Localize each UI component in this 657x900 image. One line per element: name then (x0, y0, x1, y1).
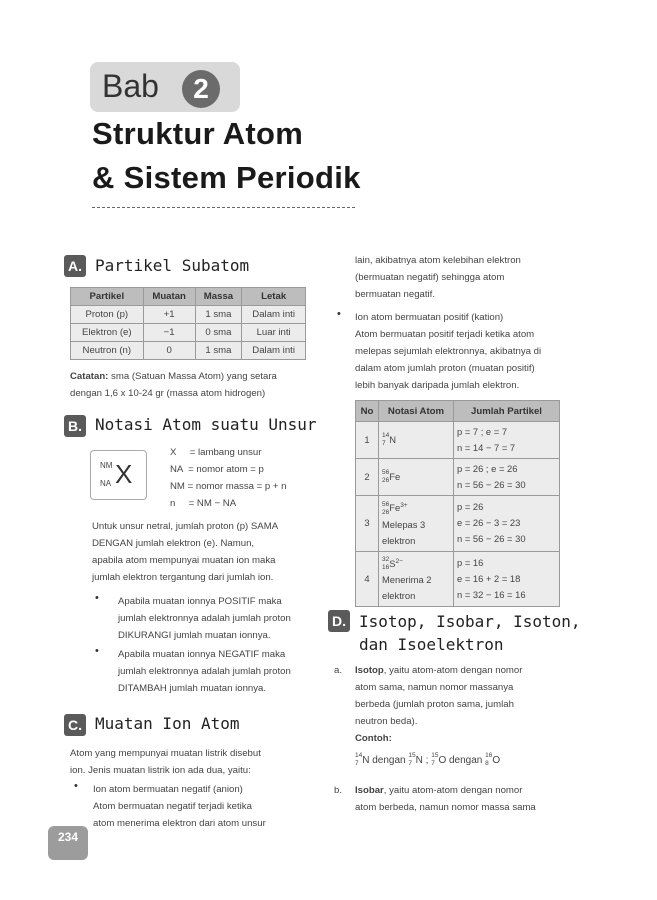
mass-number: 14 (355, 752, 363, 760)
text-line: p = 7 ; e = 7 (457, 426, 508, 437)
list-marker-b: b. (334, 785, 343, 796)
text-line: , yaitu atom-atom dengan nomor (383, 785, 523, 796)
list-marker-a: a. (334, 665, 343, 676)
text-line: n = 56 − 26 = 30 (457, 533, 526, 545)
text-line: atom berbeda, namun nomor massa sama (355, 802, 536, 813)
example-label: Contoh: (355, 733, 392, 744)
section-b-paragraph (92, 518, 308, 586)
isotop-example (355, 752, 575, 769)
mass-number: 14 (382, 432, 390, 440)
text-line: lain, akibatnya atom kelebihan elektron (355, 255, 521, 266)
table-row (356, 496, 560, 552)
text-line: berbeda (jumlah proton sama, jumlah (355, 699, 514, 710)
text-line: e = 16 + 2 = 18 (457, 572, 521, 584)
notation-atomic-number: NA (100, 479, 112, 488)
text-line: atom sama, namun nomor massanya (355, 682, 514, 693)
section-b-badge: B. (64, 415, 86, 437)
text-line: Melepas 3 (382, 518, 426, 530)
text-line: jumlah elektronnya adalah jumlah proton (118, 613, 291, 624)
text-line: ion. Jenis muatan listrik ion ada dua, yaitu: (70, 765, 251, 776)
example-word: dengan (449, 755, 483, 766)
table-cell: 0 sma (195, 324, 242, 342)
bullet-negative-ion (118, 646, 313, 697)
atomic-number: 7 (431, 760, 435, 768)
table-header-row (356, 401, 560, 422)
text-line: bermuatan negatif. (355, 289, 436, 300)
table-cell: Proton (p) (71, 306, 144, 324)
element-symbol: N (389, 433, 397, 445)
text-line: p = 26 (457, 501, 484, 513)
table-cell-notation (379, 422, 454, 459)
bullet-dot: • (95, 592, 99, 604)
table-cell: Dalam inti (242, 342, 306, 360)
term-isotop: Isotop (355, 665, 384, 676)
table-cell: 1 sma (195, 306, 242, 324)
table-row (71, 342, 306, 360)
text-line: (bermuatan negatif) sehingga atom (355, 272, 505, 283)
text-line: melepas sejumlah elektronnya, akibatnya di (355, 346, 542, 357)
bullet-dot: • (95, 645, 99, 657)
subatomic-table (70, 287, 306, 360)
section-d-title (359, 610, 581, 656)
text-line: p = 16 (457, 556, 484, 568)
mass-number: 16 (485, 752, 493, 760)
table-row (71, 306, 306, 324)
table-cell-particles (454, 496, 560, 552)
ion-charge: 2− (395, 557, 403, 565)
atomic-number: 16 (382, 564, 390, 572)
page-number: 234 (48, 826, 88, 860)
text-line: n = 32 − 16 = 16 (457, 588, 526, 600)
atomic-number: 8 (485, 760, 489, 768)
legend-line: n = NM − NA (170, 498, 237, 509)
notation-legend (170, 444, 320, 512)
section-c-paragraph (70, 745, 310, 779)
table-header-cell: Jumlah Partikel (454, 401, 560, 422)
text-line: elektron (382, 534, 416, 546)
text-line: , yaitu atom-atom dengan nomor (383, 665, 523, 676)
table-cell: Elektron (e) (71, 324, 144, 342)
legend-line: NM = nomor massa = p + n (170, 481, 287, 492)
text-line: DENGAN jumlah elektron (e). Namun, (92, 538, 255, 549)
table-header-row (71, 288, 306, 306)
table-header-cell: Massa (195, 288, 242, 306)
text-line: DITAMBAH jumlah muatan ionnya. (118, 683, 267, 694)
table-cell: 0 (143, 342, 195, 360)
ion-charge: 3+ (400, 502, 408, 509)
text-line: Atom bermuatan positif terjadi ketika atom (355, 329, 535, 340)
table-cell-no: 3 (356, 496, 379, 552)
text-line: elektron (382, 590, 416, 602)
text-line: DIKURANGI jumlah muatan ionnya. (118, 630, 271, 641)
element-symbol: O (492, 755, 501, 766)
table-cell-no: 1 (356, 422, 379, 459)
mass-number: 56 (382, 469, 390, 477)
bullet-dot: • (337, 308, 341, 320)
atomic-number: 26 (382, 477, 390, 485)
title-divider (92, 207, 355, 208)
bullet-anion (93, 781, 307, 832)
section-b-title: Notasi Atom suatu Unsur (95, 415, 317, 434)
bullet-positive-ion (118, 593, 313, 644)
table-cell: −1 (143, 324, 195, 342)
text-line: e = 26 − 3 = 23 (457, 517, 521, 529)
table-header-cell: No (356, 401, 379, 422)
bullet-title: Ion atom bermuatan negatif (anion) (93, 784, 243, 795)
example-word: dengan (372, 755, 406, 766)
note-line1: sma (Satuan Massa Atom) yang setara (108, 371, 277, 382)
element-symbol: S (389, 557, 396, 569)
bullet-cation (355, 309, 573, 394)
text-line: apabila atom mempunyai muatan ion maka (92, 555, 276, 566)
text-line: Apabila muatan ionnya POSITIF maka (118, 596, 282, 607)
text-line: lebih banyak daripada jumlah elektron. (355, 380, 520, 391)
notation-mass-number: NM (100, 461, 113, 470)
mass-number: 15 (408, 752, 416, 760)
note-line2: dengan 1,6 x 10-24 gr (massa atom hidrogen) (70, 388, 266, 399)
isotop-definition (355, 662, 573, 747)
right-column-continuation (355, 252, 573, 303)
text-line: jumlah elektronnya adalah jumlah proton (118, 666, 291, 677)
table-cell-no: 2 (356, 459, 379, 496)
note-text (70, 368, 310, 402)
section-a-badge: A. (64, 255, 86, 277)
atomic-number: 26 (382, 508, 390, 516)
table-row (356, 459, 560, 496)
atom-notation-box (90, 450, 147, 500)
mass-number: 56 (382, 500, 390, 508)
note-label: Catatan: (70, 371, 109, 382)
atomic-number: 7 (355, 760, 359, 768)
table-header-cell: Letak (242, 288, 306, 306)
element-symbol: Fe (389, 470, 401, 482)
table-cell-notation (379, 459, 454, 496)
section-c-title: Muatan Ion Atom (95, 714, 240, 733)
table-cell-no: 4 (356, 551, 379, 607)
legend-line: NA = nomor atom = p (170, 464, 264, 475)
table-cell: Dalam inti (242, 306, 306, 324)
table-cell: 1 sma (195, 342, 242, 360)
mass-number: 32 (382, 556, 390, 564)
table-header-cell: Notasi Atom (379, 401, 454, 422)
legend-line: X = lambang unsur (170, 447, 262, 458)
table-cell: +1 (143, 306, 195, 324)
table-row (356, 551, 560, 607)
chapter-number: 2 (182, 70, 220, 108)
table-cell-particles (454, 422, 560, 459)
element-symbol: Fe (389, 502, 401, 514)
notation-symbol: X (115, 459, 133, 489)
section-d-title-line: dan Isoelektron (359, 635, 504, 654)
table-row (71, 324, 306, 342)
element-symbol: O (438, 755, 447, 766)
table-cell-particles (454, 459, 560, 496)
section-c-badge: C. (64, 714, 86, 736)
table-cell-notation (379, 496, 454, 552)
section-d-title-line: Isotop, Isobar, Isoton, (359, 612, 581, 631)
atomic-number: 7 (408, 760, 413, 768)
text-line: n = 56 − 26 = 30 (457, 479, 526, 490)
mass-number: 15 (431, 752, 439, 760)
atomic-number: 7 (382, 440, 386, 448)
bullet-title: Ion atom bermuatan positif (kation) (355, 312, 504, 323)
text-line: atom menerima elektron dari atom unsur (93, 818, 266, 829)
table-cell-notation (379, 551, 454, 607)
bullet-dot: • (74, 780, 78, 792)
text-line: neutron beda). (355, 716, 418, 727)
text-line: jumlah elektron tergantung dari jumlah ion. (92, 572, 274, 583)
element-symbol: N (362, 755, 370, 766)
section-d-badge: D. (328, 610, 350, 632)
table-cell: Luar inti (242, 324, 306, 342)
section-a-title: Partikel Subatom (95, 256, 250, 275)
text-line: Atom bermuatan negatif terjadi ketika (93, 801, 252, 812)
text-line: Atom yang mempunyai muatan listrik disebut (70, 748, 261, 759)
chapter-word: Bab (102, 68, 159, 104)
table-header-cell: Partikel (71, 288, 144, 306)
table-row (356, 422, 560, 459)
element-symbol: N ; (415, 755, 429, 766)
text-line: dalam atom jumlah proton (muatan positif) (355, 363, 535, 374)
ion-particles-table (355, 400, 560, 607)
table-cell-particles (454, 551, 560, 607)
text-line: Menerima 2 (382, 574, 432, 586)
chapter-title-line2: & Sistem Periodik (92, 160, 361, 195)
text-line: p = 26 ; e = 26 (457, 463, 518, 474)
table-cell: Neutron (n) (71, 342, 144, 360)
chapter-title-line1: Struktur Atom (92, 116, 304, 151)
text-line: Apabila muatan ionnya NEGATIF maka (118, 649, 286, 660)
table-header-cell: Muatan (143, 288, 195, 306)
text-line: n = 14 − 7 = 7 (457, 442, 516, 453)
isobar-definition (355, 782, 573, 816)
text-line: Untuk unsur netral, jumlah proton (p) SAMA (92, 521, 279, 532)
term-isobar: Isobar (355, 785, 384, 796)
